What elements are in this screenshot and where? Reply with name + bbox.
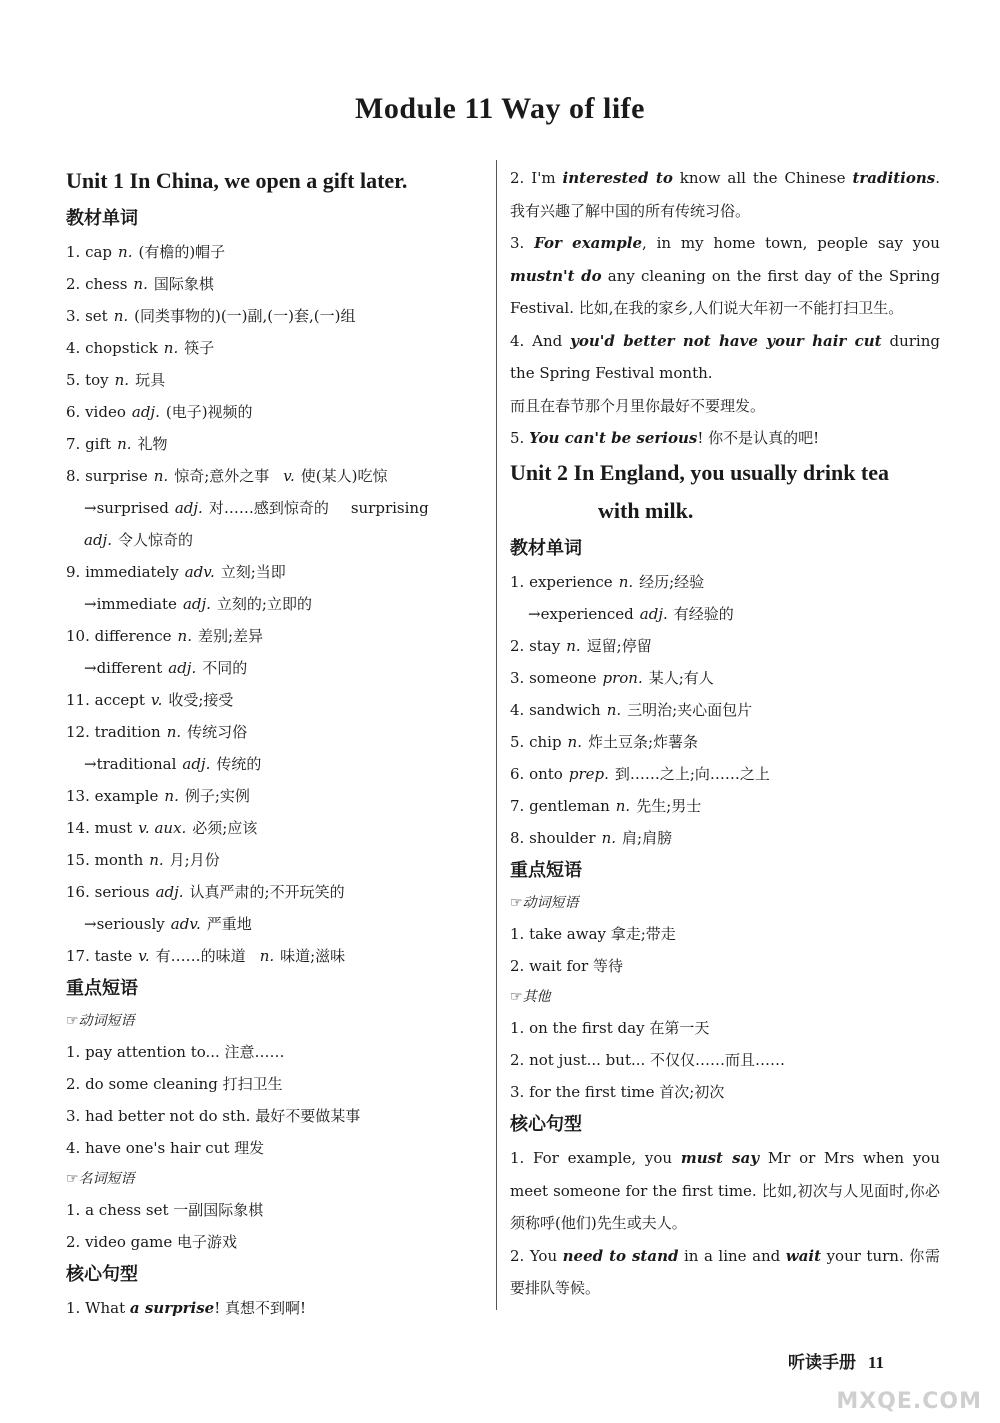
vocab-item: 4. sandwich n. 三明治;夹心面包片 xyxy=(510,701,753,719)
sentence-item: 3. For example, in my home town, people say you mustn't do any cleaning on the first day of the Spring Festival. 比如,在我的家乡,人们说大年初一不能打扫卫生。 xyxy=(510,234,940,317)
sentence-item: 1. For example, you must say Mr or Mrs when you meet someone for the first time. 比如,初次与人见面时,你必须称呼(他们)先生或夫人。 xyxy=(510,1149,940,1232)
sentence-heading: 核心句型 xyxy=(66,1264,138,1285)
vocab-item: 16. serious adj. 认真严肃的;不开玩笑的 xyxy=(66,883,345,901)
vocab-item: 4. chopstick n. 筷子 xyxy=(66,339,215,357)
vocab-item: 5. toy n. 玩具 xyxy=(66,371,166,389)
left-column xyxy=(66,162,482,1324)
vocab-item: 12. tradition n. 传统习俗 xyxy=(66,723,248,741)
vocab-list xyxy=(510,566,940,854)
vocab-item: adj. 令人惊奇的 xyxy=(84,531,193,549)
sentence-item: 5. You can't be serious! 你不是认真的吧! xyxy=(510,429,820,447)
phrase-list xyxy=(510,918,940,982)
sentence-item: 2. You need to stand in a line and wait your turn. 你需要排队等候。 xyxy=(510,1246,940,1297)
unit1-title: Unit 1 In China, we open a gift later. xyxy=(66,168,408,193)
vocab-item: →traditional adj. 传统的 xyxy=(84,755,262,773)
page-number: 11 xyxy=(868,1353,885,1372)
phrase-item: 3. for the first time 首次;初次 xyxy=(510,1083,725,1101)
sentence-item: 2. I'm interested to know all the Chinese traditions. 我有兴趣了解中国的所有传统习俗。 xyxy=(510,169,940,220)
column-divider xyxy=(496,160,497,1310)
vocab-item: 1. cap n. (有檐的)帽子 xyxy=(66,243,226,261)
vocab-item: 1. experience n. 经历;经验 xyxy=(510,573,705,591)
book-name: 听读手册 xyxy=(788,1353,856,1373)
vocab-item: 14. must v. aux. 必须;应该 xyxy=(66,819,258,837)
vocab-item: 2. stay n. 逗留;停留 xyxy=(510,637,652,655)
phrase-item: 2. video game 电子游戏 xyxy=(66,1233,238,1251)
vocab-item: 6. video adj. (电子)视频的 xyxy=(66,403,253,421)
phrase-item: 3. had better not do sth. 最好不要做某事 xyxy=(66,1107,361,1125)
page-title: Module 11 Way of life xyxy=(355,92,645,125)
watermark-logo: MXQE.COM xyxy=(836,1389,982,1414)
vocab-item: 8. surprise n. 惊奇;意外之事 v. 使(某人)吃惊 xyxy=(66,467,388,485)
vocab-item: →surprised adj. 对……感到惊奇的 surprising xyxy=(84,499,429,517)
sentence-item: 4. And you'd better not have your hair cut during the Spring Festival month. 而且在春节那个月里你最好不要理发。 xyxy=(510,331,940,415)
phrase-list xyxy=(66,1036,482,1164)
verb-phrase-heading: ☞动词短语 xyxy=(510,895,579,911)
vocab-item: 7. gentleman n. 先生;男士 xyxy=(510,797,702,815)
phrase-heading: 重点短语 xyxy=(66,978,138,999)
vocab-heading: 教材单词 xyxy=(510,538,582,559)
vocab-item: →immediate adj. 立刻的;立即的 xyxy=(84,595,312,613)
vocab-item: →experienced adj. 有经验的 xyxy=(528,605,734,623)
phrase-item: 2. do some cleaning 打扫卫生 xyxy=(66,1075,283,1093)
vocab-list xyxy=(66,236,482,492)
vocab-item: 3. someone pron. 某人;有人 xyxy=(510,669,714,687)
phrase-list xyxy=(510,1012,940,1108)
phrase-item: 2. not just... but... 不仅仅……而且…… xyxy=(510,1051,786,1069)
vocab-item: 17. taste v. 有……的味道 n. 味道;滋味 xyxy=(66,947,346,965)
vocab-heading: 教材单词 xyxy=(66,208,138,229)
vocab-item: 6. onto prep. 到……之上;向……之上 xyxy=(510,765,770,783)
phrase-item: 2. wait for 等待 xyxy=(510,957,623,975)
unit2-title: Unit 2 In England, you usually drink tea with milk. xyxy=(510,460,890,523)
verb-phrase-heading: ☞动词短语 xyxy=(66,1013,135,1029)
other-phrase-heading: ☞其他 xyxy=(510,989,551,1005)
vocab-item: 10. difference n. 差别;差异 xyxy=(66,627,264,645)
right-column xyxy=(510,162,940,1305)
phrase-heading: 重点短语 xyxy=(510,860,582,881)
phrase-item: 1. on the first day 在第一天 xyxy=(510,1019,710,1037)
vocab-list xyxy=(66,556,482,972)
vocab-item: 8. shoulder n. 肩;肩膀 xyxy=(510,829,673,847)
sentence-heading: 核心句型 xyxy=(510,1114,582,1135)
phrase-item: 1. a chess set 一副国际象棋 xyxy=(66,1201,264,1219)
vocab-item: 15. month n. 月;月份 xyxy=(66,851,220,869)
sentence-item: 1. What a surprise! 真想不到啊! xyxy=(66,1299,307,1317)
vocab-item: 7. gift n. 礼物 xyxy=(66,435,168,453)
vocab-item: →seriously adv. 严重地 xyxy=(84,915,252,933)
vocab-item: 13. example n. 例子;实例 xyxy=(66,787,250,805)
vocab-item: 9. immediately adv. 立刻;当即 xyxy=(66,563,286,581)
phrase-item: 4. have one's hair cut 理发 xyxy=(66,1139,265,1157)
phrase-item: 1. pay attention to... 注意…… xyxy=(66,1043,285,1061)
vocab-item: 3. set n. (同类事物的)(一)副,(一)套,(一)组 xyxy=(66,307,356,325)
noun-phrase-heading: ☞名词短语 xyxy=(66,1171,135,1187)
phrase-item: 1. take away 拿走;带走 xyxy=(510,925,676,943)
phrase-list xyxy=(66,1194,482,1258)
vocab-item: 11. accept v. 收受;接受 xyxy=(66,691,234,709)
vocab-item: →different adj. 不同的 xyxy=(84,659,248,677)
vocab-item: 5. chip n. 炸土豆条;炸薯条 xyxy=(510,733,699,751)
vocab-item: 2. chess n. 国际象棋 xyxy=(66,275,214,293)
